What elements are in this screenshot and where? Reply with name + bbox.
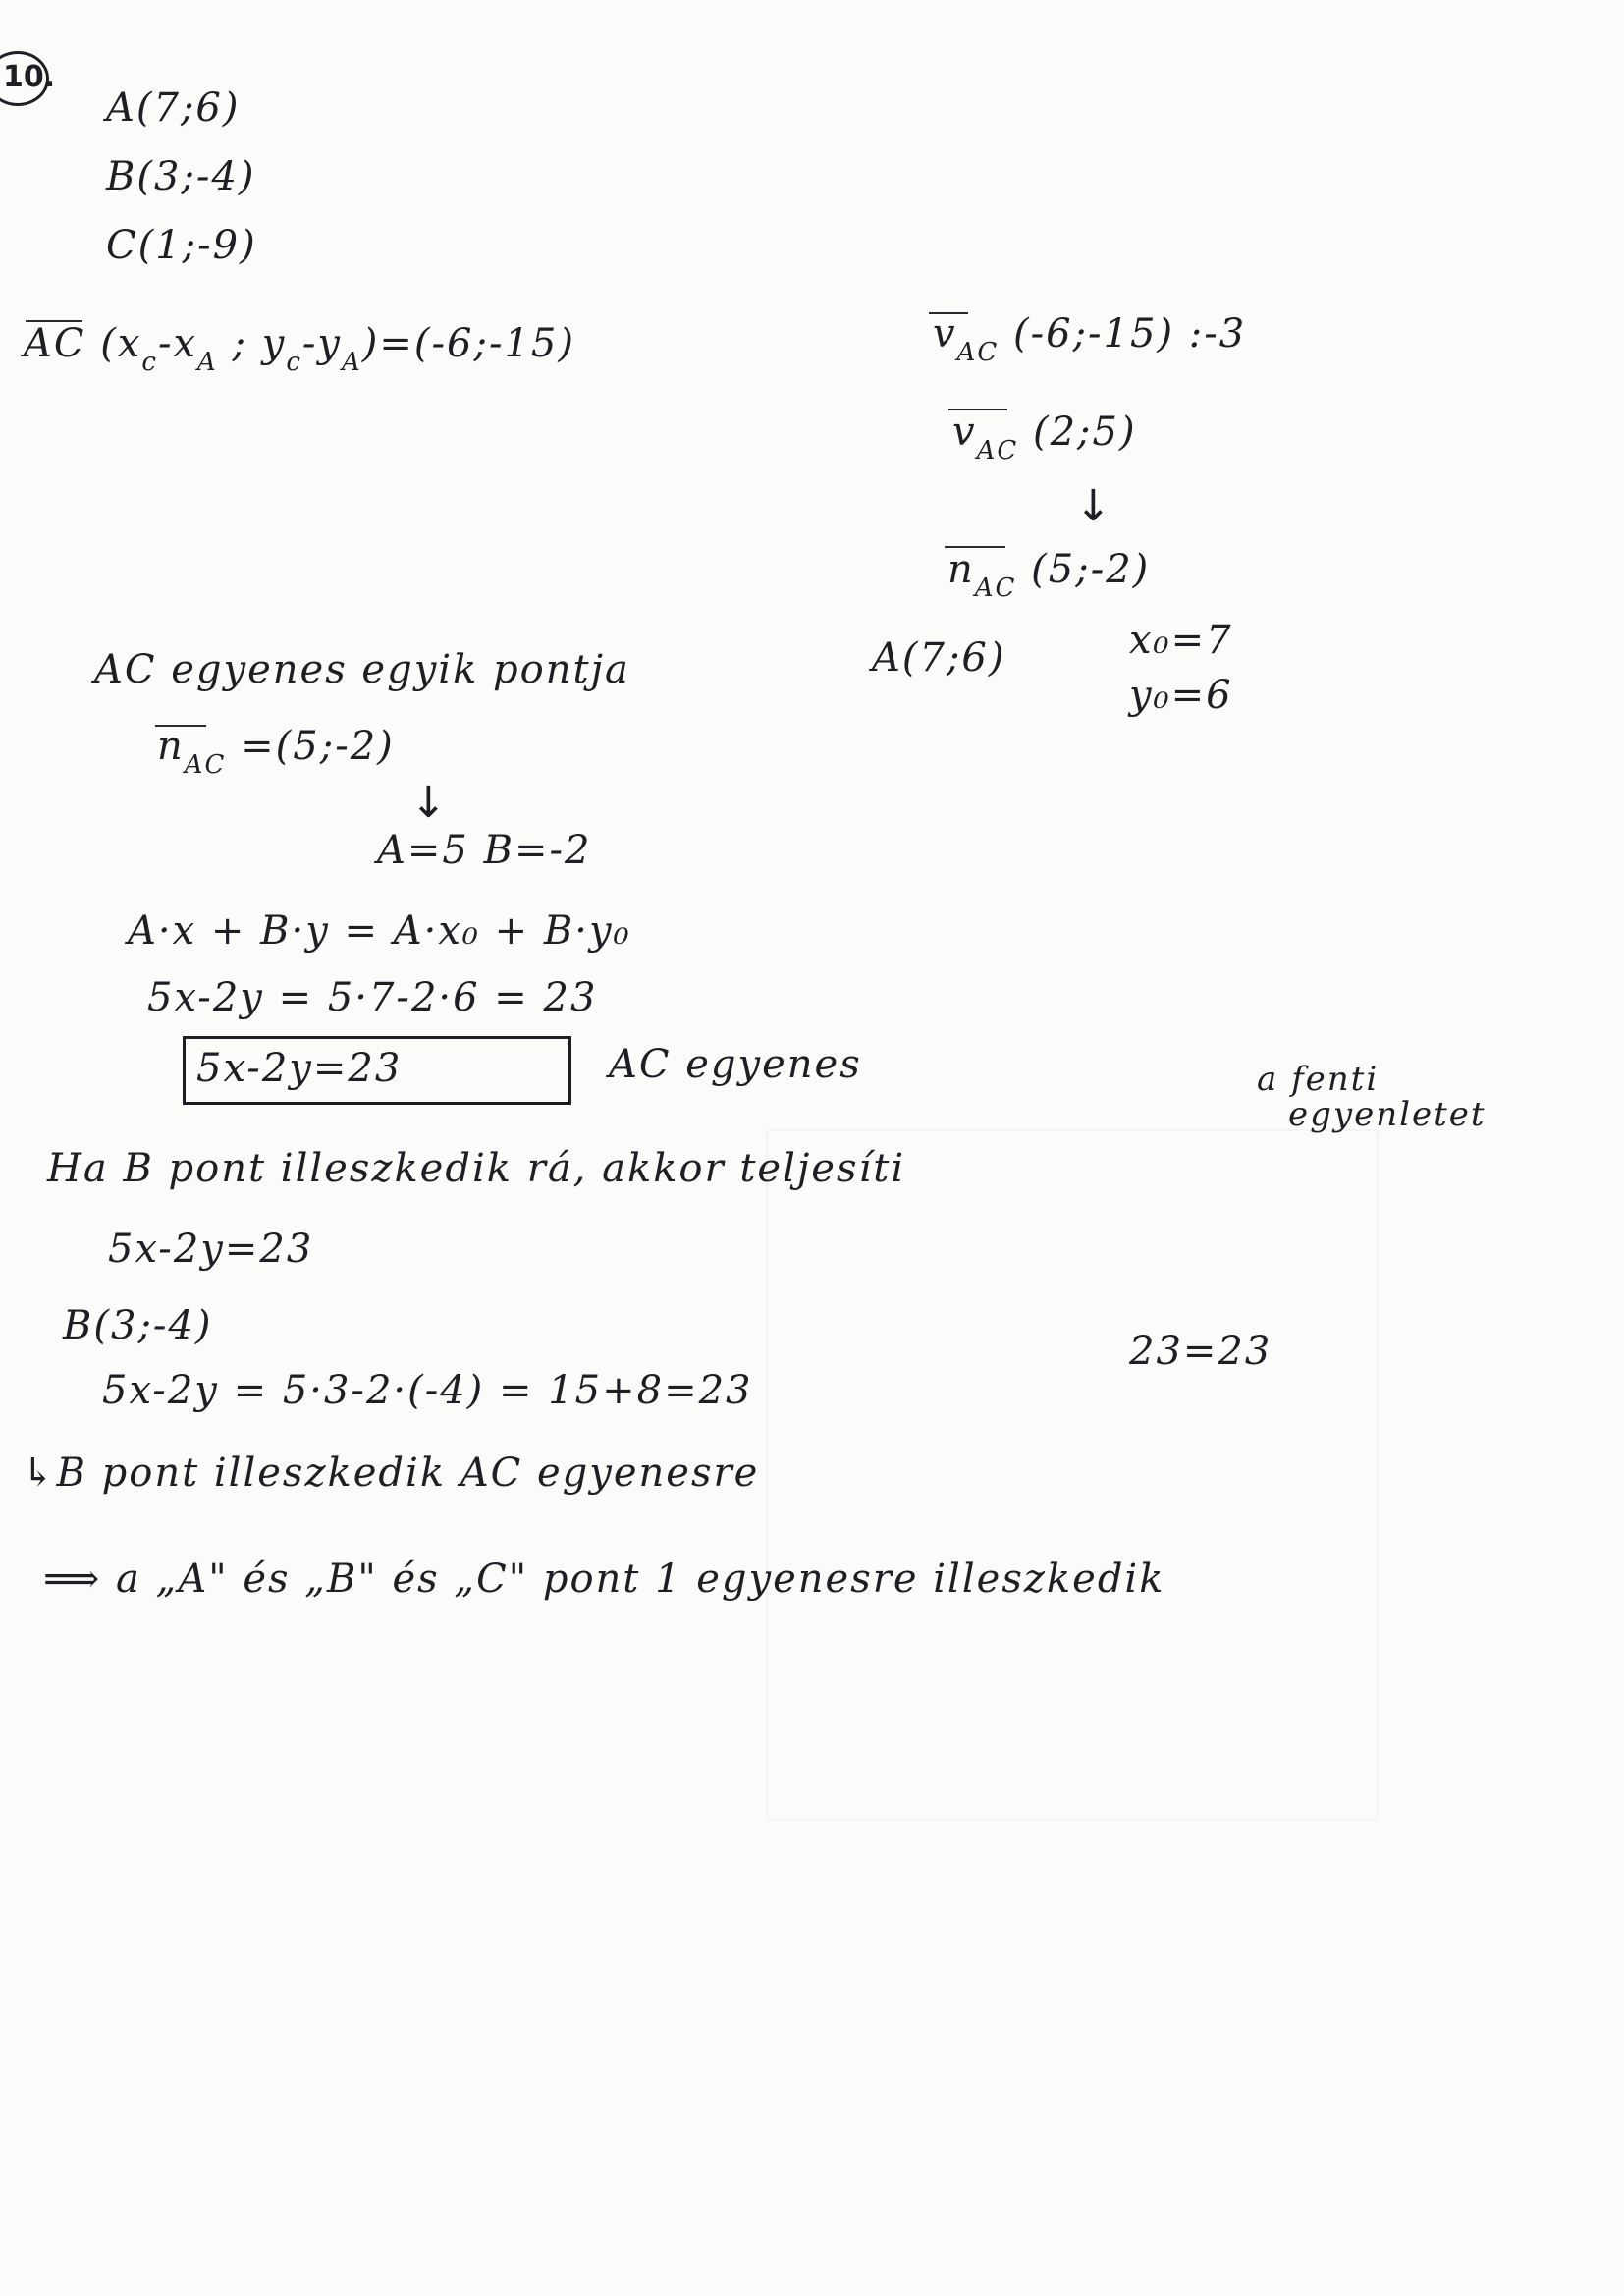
line-point-text: AC egyenes egyik pontja bbox=[94, 647, 630, 692]
coefficients: A=5 B=-2 bbox=[377, 828, 592, 873]
conclusion: ↳B pont illeszkedik AC egyenesre bbox=[22, 1450, 760, 1496]
v-ac-arrow-2 bbox=[948, 409, 1007, 410]
v-ac-reduced: $v_{AC}$ (2;5) bbox=[952, 410, 1137, 465]
n-ac-equals: $n_{AC}$ =(5;-2) bbox=[157, 724, 395, 780]
n-ac-vector: $n_{AC}$ (5;-2) bbox=[947, 547, 1151, 603]
line-point-a: A(7;6) bbox=[872, 635, 1006, 681]
y0-value: y₀=6 bbox=[1129, 673, 1233, 718]
boxed-equation: 5x-2y=23 bbox=[196, 1046, 403, 1091]
check-calc: 5x-2y = 5·3-2·(-4) = 15+8=23 bbox=[102, 1368, 753, 1413]
final-conclusion: ⟹ a „A" és „B" és „C" pont 1 egyenesre illeszkedik bbox=[43, 1557, 1165, 1602]
point-a: A(7;6) bbox=[106, 85, 241, 131]
note-line1: a fenti bbox=[1257, 1060, 1380, 1099]
point-b: B(3;-4) bbox=[106, 154, 256, 199]
n-ac-arrow bbox=[945, 546, 1005, 548]
check-point-b: B(3;-4) bbox=[63, 1303, 213, 1348]
substituted-equation: 5x-2y = 5·7-2·6 = 23 bbox=[147, 975, 598, 1020]
ac-vector-arrow bbox=[26, 320, 82, 322]
problem-number bbox=[0, 51, 56, 106]
x0-value: x₀=7 bbox=[1129, 618, 1233, 663]
v-ac-arrow-1 bbox=[929, 312, 968, 314]
check-statement: Ha B pont illeszkedik rá, akkor teljesíti bbox=[47, 1146, 906, 1191]
v-ac-divided: $v_{AC}$ (-6;-15) :-3 bbox=[933, 311, 1247, 367]
note-line2: egyenletet bbox=[1288, 1095, 1487, 1134]
check-result: 23=23 bbox=[1129, 1329, 1272, 1374]
down-arrow-2: ↓ bbox=[410, 778, 447, 828]
point-c: C(1;-9) bbox=[106, 223, 257, 268]
show-through-area bbox=[766, 1129, 1379, 1821]
down-arrow-1: ↓ bbox=[1075, 481, 1111, 531]
general-equation: A·x + B·y = A·x₀ + B·y₀ bbox=[128, 908, 631, 954]
n-ac-equals-arrow bbox=[155, 725, 206, 727]
problem-number-text: 10. bbox=[3, 60, 56, 94]
ac-vector-line: AC ($x_c-x_A$ ; $y_c-y_A)=(-6;-15)$ bbox=[24, 321, 575, 377]
boxed-label: AC egyenes bbox=[609, 1042, 862, 1087]
check-equation: 5x-2y=23 bbox=[108, 1227, 314, 1272]
